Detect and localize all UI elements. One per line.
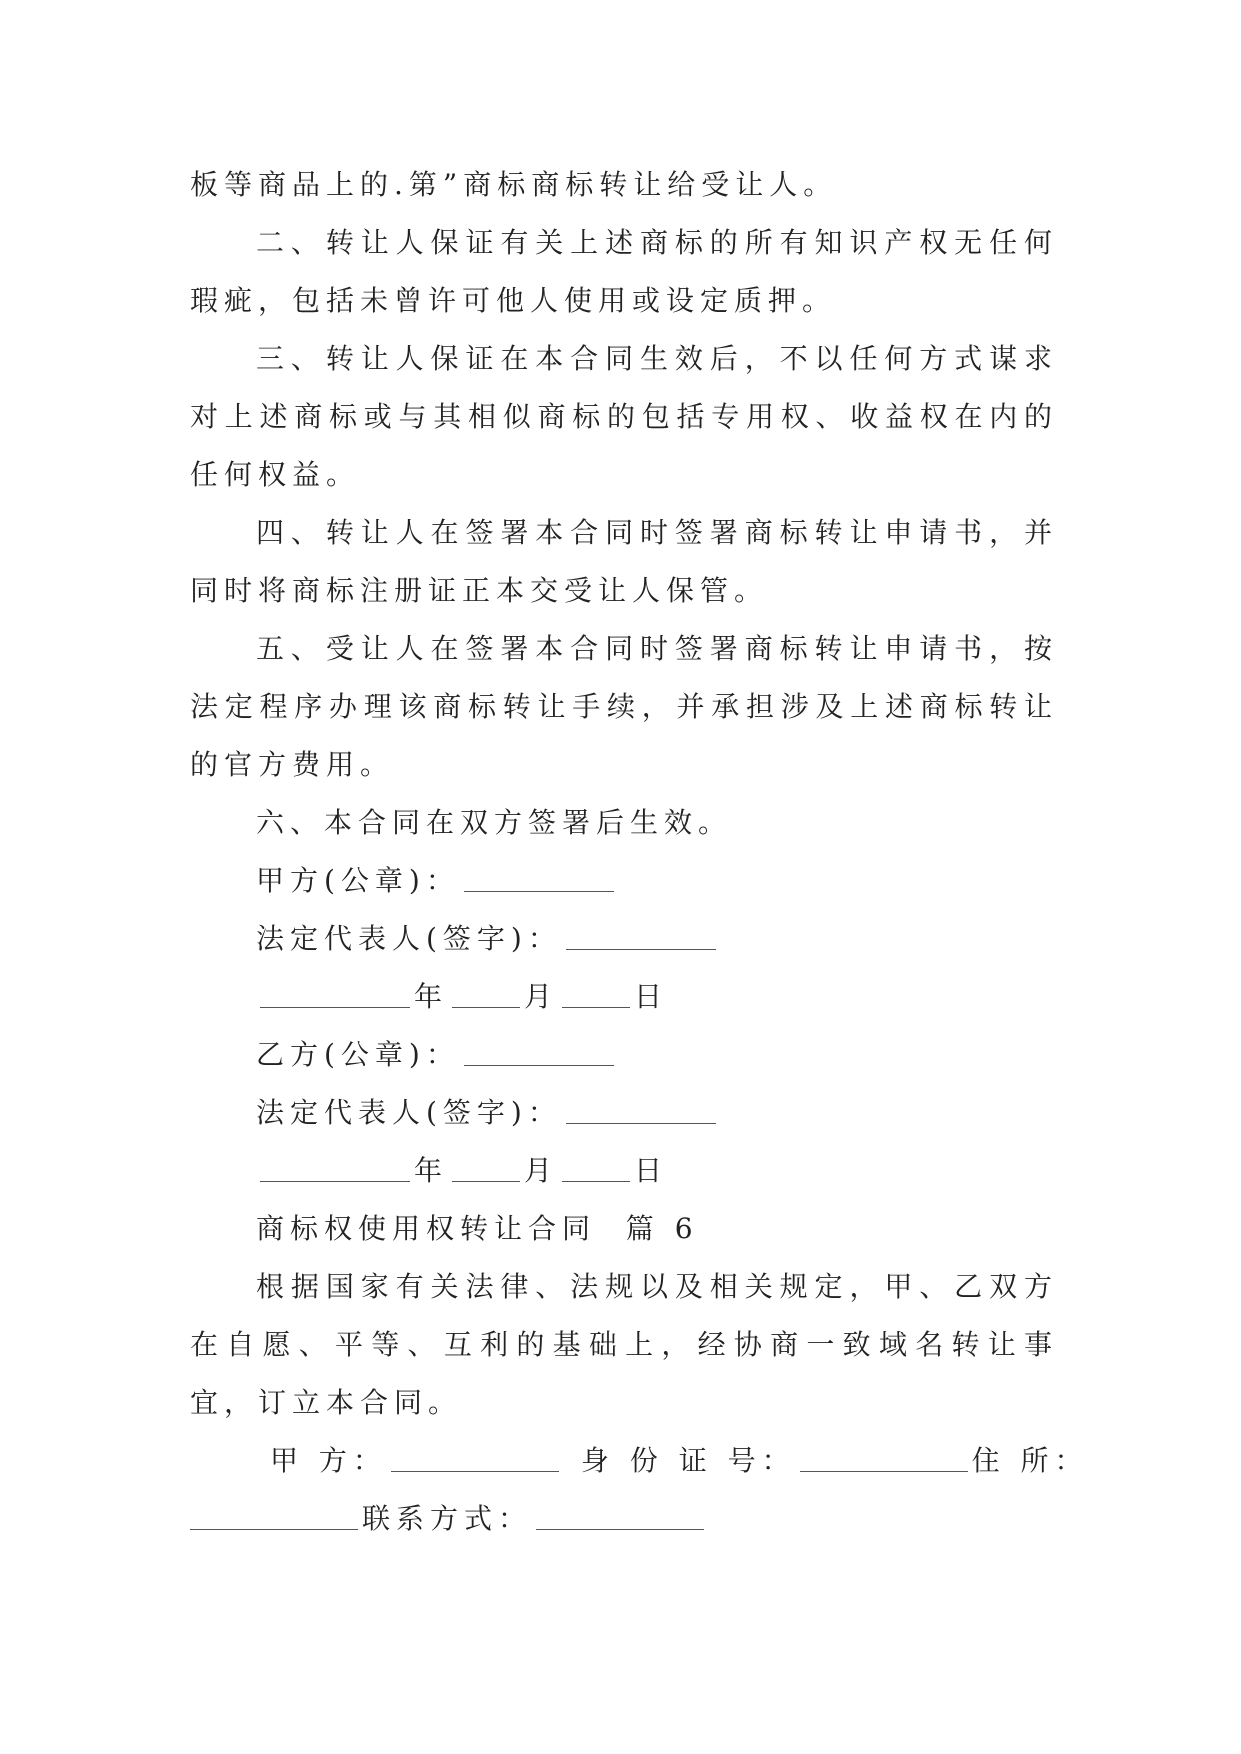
clause-2: 二、转让人保证有关上述商标的所有知识产权无任何瑕疵，包括未曾许可他人使用或设定质押。 — [190, 226, 1058, 317]
contact-label: 联系方式： — [362, 1502, 533, 1535]
address-label: 住 所： — [971, 1444, 1089, 1477]
id-no-blank — [800, 1443, 968, 1472]
clause-3: 三、转让人保证在本合同生效后，不以任何方式谋求对上述商标或与其相似商标的包括专用权、收益权在内的任何权益。 — [190, 342, 1058, 491]
signature-a-day-blank — [562, 979, 630, 1008]
clause-4: 四、转让人在签署本合同时签署商标转让申请书，并同时将商标注册证正本交受让人保管。 — [190, 516, 1058, 607]
signature-b-month-blank — [452, 1153, 520, 1182]
signature-a-party-line — [190, 852, 1058, 910]
signature-b-day-blank — [562, 1153, 630, 1182]
signature-b-year-label: 年 — [414, 1154, 449, 1187]
contract-intro: 根据国家有关法律、法规以及相关规定，甲、乙双方在自愿、平等、互利的基础上，经协商一致域名转让事宜，订立本合同。 — [190, 1270, 1058, 1419]
signature-b-party-blank — [464, 1037, 614, 1066]
signature-a-year-blank — [260, 979, 410, 1008]
signature-a-party-label: 甲方(公章)： — [256, 864, 460, 897]
signature-a-month-label: 月 — [524, 980, 559, 1013]
clause-5: 五、受让人在签署本合同时签署商标转让申请书，按法定程序办理该商标转让手续，并承担涉及上述商标转让的官方费用。 — [190, 632, 1058, 781]
signature-a-rep-line — [190, 910, 1058, 968]
id-no-label: 身 份 证 号： — [580, 1444, 796, 1477]
signature-b-rep-line — [190, 1084, 1058, 1142]
signature-b-rep-label: 法定代表人(签字)： — [256, 1096, 562, 1129]
paragraph-continuation: 板等商品上的.第”商标商标转让给受让人。 — [190, 168, 838, 201]
party-a-blank — [391, 1443, 559, 1472]
signature-a-party-blank — [464, 863, 614, 892]
party-a-label: 甲 方： — [270, 1444, 387, 1477]
address-blank — [190, 1501, 358, 1530]
contact-blank — [536, 1501, 704, 1530]
signature-b-year-blank — [260, 1153, 410, 1182]
signature-b-day-label: 日 — [634, 1154, 669, 1187]
signature-a-date-line — [190, 968, 1058, 1026]
party-fields-line-1 — [190, 1432, 1089, 1490]
signature-b-date-line — [190, 1142, 1058, 1200]
clause-6: 六、本合同在双方签署后生效。 — [256, 806, 733, 839]
section-title: 商标权使用权转让合同 篇 6 — [256, 1212, 699, 1245]
signature-a-rep-blank — [566, 921, 716, 950]
signature-a-month-blank — [452, 979, 520, 1008]
party-fields-line-2 — [190, 1490, 1058, 1548]
signature-a-year-label: 年 — [414, 980, 449, 1013]
signature-b-party-label: 乙方(公章)： — [256, 1038, 460, 1071]
signature-b-rep-blank — [566, 1095, 716, 1124]
signature-b-month-label: 月 — [524, 1154, 559, 1187]
signature-a-rep-label: 法定代表人(签字)： — [256, 922, 562, 955]
document-body — [190, 156, 1089, 1548]
signature-b-party-line — [190, 1026, 1058, 1084]
signature-a-day-label: 日 — [634, 980, 669, 1013]
